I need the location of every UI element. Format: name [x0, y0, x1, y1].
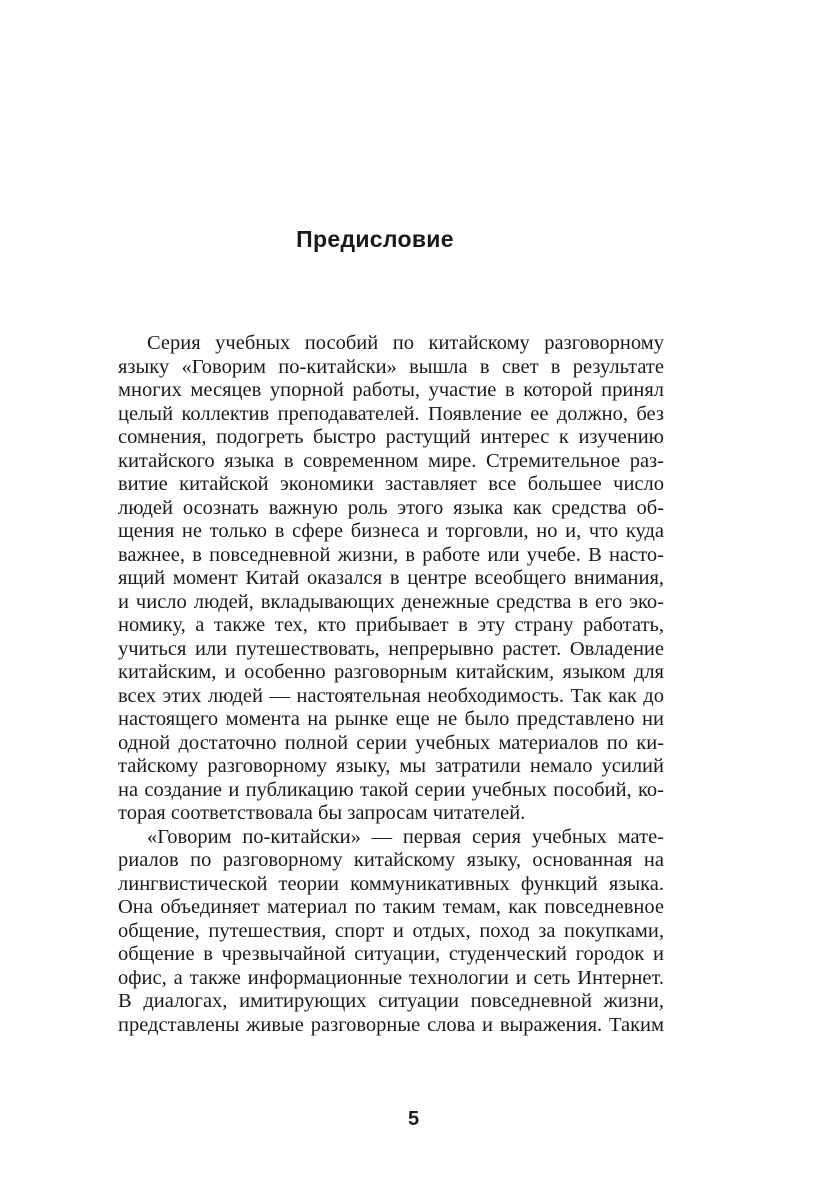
- text-line: риалов по разговорному китайскому языку, основанная на: [118, 849, 664, 871]
- text-line: щения не только в сфере бизнеса и торговли, но и, что куда: [118, 520, 664, 542]
- text-line: В диалогах, имитирующих ситуации повседневной жизни,: [118, 990, 664, 1012]
- paragraph: [118, 826, 664, 1038]
- text-line: учиться или путешествовать, непрерывно растет. Овладение: [118, 637, 664, 660]
- text-line: настоящего момента на рынке еще не было представлено ни: [118, 708, 664, 730]
- text-line: лингвистической теории коммуникативных функций языка.: [118, 872, 664, 895]
- text-line: торая соответствовала бы запросам читателей.: [118, 802, 526, 824]
- page-number: 5: [407, 1108, 420, 1130]
- text-line: тайскому разговорному языку, мы затратили немало усилий: [118, 755, 664, 777]
- text-line: ящий момент Китай оказался в центре всеобщего внимания,: [118, 567, 664, 589]
- text-line: важнее, в повседневной жизни, в работе или учебе. В насто-: [118, 543, 664, 566]
- text-line: всех этих людей — настоятельная необходимость. Так как до: [118, 684, 664, 707]
- text-line: многих месяцев упорной работы, участие в которой принял: [118, 379, 664, 401]
- text-line: номику, а также тех, кто прибывает в эту страну работать,: [118, 614, 664, 636]
- text-line: представлены живые разговорные слова и выражения. Таким: [118, 1013, 664, 1036]
- text-line: на создание и публикацию такой серии учебных пособий, ко-: [118, 778, 664, 801]
- text-line: Серия учебных пособий по китайскому разговорному: [147, 332, 664, 354]
- text-line: целый коллектив преподавателей. Появление ее должно, без: [118, 402, 664, 425]
- text-line: Она объединяет материал по таким темам, как повседневное: [118, 896, 664, 918]
- page-title: Предисловие: [296, 226, 454, 252]
- text-line: китайского языка в современном мире. Стремительное раз-: [118, 449, 664, 472]
- text-line: и число людей, вкладывающих денежные средства в его эко-: [118, 590, 664, 613]
- text-line: общение, путешествия, спорт и отдых, поход за покупками,: [118, 919, 664, 942]
- text-line: офис, а также информационные технологии и сеть Интернет.: [118, 966, 664, 989]
- text-line: сомнения, подогреть быстро растущий интерес к изучению: [118, 426, 664, 448]
- text-line: витие китайской экономики заставляет все большее число: [118, 473, 664, 495]
- paragraph: [118, 332, 664, 826]
- text-line: одной достаточно полной серии учебных материалов по ки-: [118, 731, 664, 754]
- text-line: китайским, и особенно разговорным китайским, языком для: [118, 661, 664, 683]
- text-line: общение в чрезвычайной ситуации, студенческий городок и: [118, 943, 664, 965]
- text-line: языку «Говорим по-китайски» вышла в свет в результате: [118, 355, 664, 378]
- text-line: людей осознать важную роль этого языка как средства об-: [118, 496, 664, 519]
- text-line: «Говорим по-китайски» — первая серия учебных мате-: [147, 825, 664, 848]
- body-text: [118, 332, 664, 1037]
